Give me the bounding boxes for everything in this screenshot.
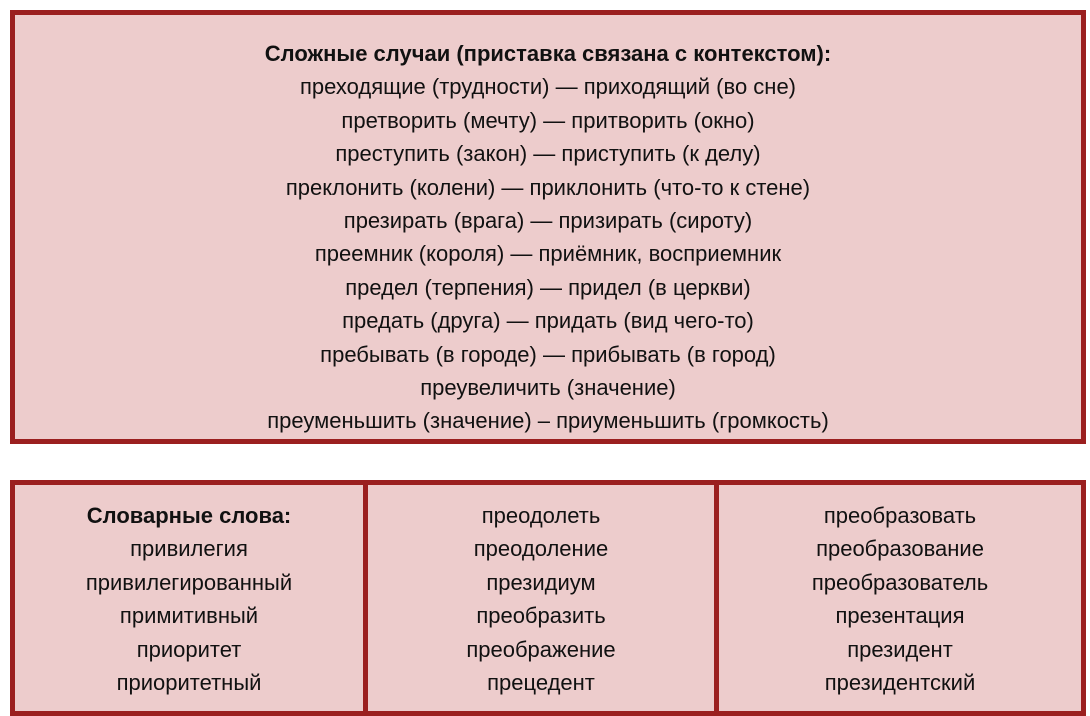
hard-case-line: презирать (врага) — призирать (сироту) xyxy=(343,208,753,234)
dictionary-word: прецедент xyxy=(487,670,595,696)
hard-case-line: пребывать (в городе) — прибывать (в город) xyxy=(320,341,776,367)
dictionary-column-1 xyxy=(10,480,368,716)
dictionary-word: преображение xyxy=(466,636,616,662)
dictionary-word: примитивный xyxy=(119,603,259,629)
dictionary-word: преобразователь xyxy=(811,569,989,595)
dictionary-word: преобразовать xyxy=(823,503,977,528)
dictionary-word: президиум xyxy=(486,569,596,595)
dictionary-word: преодоление xyxy=(473,536,609,562)
dictionary-word: преобразить xyxy=(476,603,606,629)
dictionary-word: преобразование xyxy=(816,536,984,562)
dictionary-word: презентация xyxy=(835,603,965,629)
hard-case-line: преуменьшить (значение) – приуменьшить (громкость) xyxy=(267,408,829,434)
dictionary-word: приоритетный xyxy=(116,670,262,696)
dictionary-words-heading: Словарные слова: xyxy=(86,503,292,528)
hard-case-line: претворить (мечту) — притворить (окно) xyxy=(341,107,755,133)
hard-case-line: преклонить (колени) — приклонить (что-то к стене) xyxy=(285,174,811,200)
hard-case-line: предел (терпения) — придел (в церкви) xyxy=(345,274,751,300)
dictionary-column-3 xyxy=(714,480,1086,716)
dictionary-word: приоритет xyxy=(136,636,242,662)
dictionary-column-2 xyxy=(363,480,719,716)
dictionary-word: президент xyxy=(847,636,953,662)
dictionary-word: привилегия xyxy=(130,536,248,562)
dictionary-word: преодолеть xyxy=(481,503,601,528)
hard-case-line: преувеличить (значение) xyxy=(420,375,676,401)
dictionary-word: привилегированный xyxy=(85,569,293,595)
hard-case-line: предать (друга) — придать (вид чего-то) xyxy=(342,308,754,334)
dictionary-words-table xyxy=(10,480,1086,716)
dictionary-word: президентский xyxy=(824,670,976,696)
hard-case-line: преемник (короля) — приёмник, восприемник xyxy=(314,241,782,267)
hard-cases-panel xyxy=(10,10,1086,444)
hard-cases-heading: Сложные случаи (приставка связана с контекстом): xyxy=(264,41,832,66)
hard-case-line: преходящие (трудности) — приходящий (во сне) xyxy=(300,74,796,100)
hard-case-line: преступить (закон) — приступить (к делу) xyxy=(335,141,761,167)
